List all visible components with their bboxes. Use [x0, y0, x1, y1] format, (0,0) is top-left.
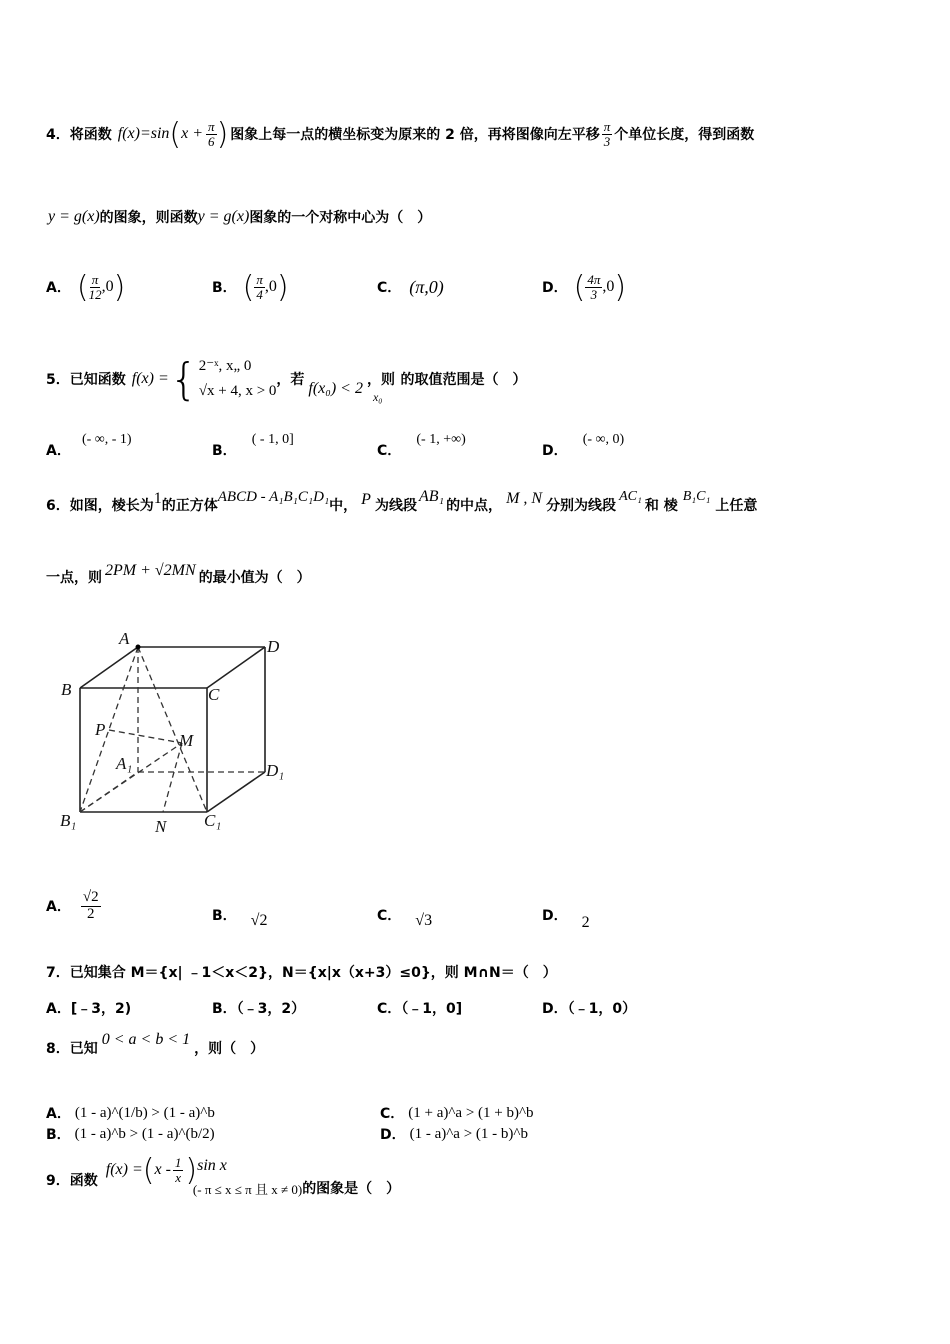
label-P: P: [95, 720, 106, 739]
q6-option-b[interactable]: B． √2: [212, 908, 268, 929]
q4-text1: 图象上每一点的横坐标变为原来的 2 倍，再将图像向左平移: [230, 127, 600, 143]
label-B1: B₁: [60, 811, 77, 830]
q8-cond: 0 < a < b < 1: [101, 1031, 191, 1048]
label-A: A: [119, 629, 130, 648]
q4-gx: y = g(x): [48, 208, 100, 225]
label-M: M: [179, 731, 194, 750]
label-D: D: [267, 637, 280, 656]
q4-text2: 个单位长度，得到函数: [614, 127, 755, 143]
edge-cd: [207, 647, 265, 688]
q4-option-c[interactable]: C． (π,0): [377, 276, 444, 297]
q8-option-b[interactable]: B． (1 - a)^b > (1 - a)^(b/2): [46, 1125, 215, 1143]
q5-var: x₀: [372, 389, 383, 404]
segment-pm: [109, 730, 182, 743]
q5-text3: 的取值范围是（ ）: [400, 372, 527, 388]
cube-figure: [55, 625, 300, 840]
q7-option-b[interactable]: B．（﹣3，2）: [212, 1001, 306, 1017]
q5-cond: f(x₀) < 2: [308, 380, 363, 397]
segment-ac1: [138, 647, 207, 812]
q6-option-d[interactable]: D． 2: [542, 908, 590, 931]
q4-option-b[interactable]: B． ( $\frac{\pi}{4}$ ,0 ): [212, 269, 289, 305]
edge-ba: [80, 647, 138, 688]
q5-option-d[interactable]: D． (- ∞, 0): [542, 432, 625, 459]
q7-line: [46, 962, 557, 984]
q5-line: 5．已知函数 f(x) = { 2⁻ˣ, x„ 0 √x + 4, x > 0 ，若 f(x₀) < 2 ，则 x₀ 的取值范围是（ ）: [46, 353, 527, 405]
q6-option-a[interactable]: A． $\frac{√2}{2}$: [46, 888, 99, 922]
q4-option-d[interactable]: D． ( $\frac{4\pi}{3}$ ,0 ): [542, 269, 627, 305]
q5-text1: ，若: [276, 372, 305, 388]
q4-func: f(x)=sin: [117, 125, 170, 142]
q4-line1: 4．将函数 f(x)=sin ( x + $\frac{\pi}{6}$ ) 图象上每一点的横坐标变为原来的 2 倍，再将图像向左平移 $\frac{\pi}{3}$ 个单位长度，得到函数: [46, 116, 755, 152]
q6-line2: 一点，则 2PM + √2MN 的最小值为（ ）: [46, 562, 311, 586]
q8-line: 8．已知 0 < a < b < 1 ，则（ ）: [46, 1031, 265, 1057]
label-A1: A₁: [116, 754, 133, 773]
q4-line2: [48, 202, 431, 232]
q4-gx2: y = g(x): [197, 208, 250, 225]
q4-arg-x: x +: [181, 125, 204, 142]
q4-shift-frac: $\frac{\pi}{3}$: [603, 118, 611, 149]
q5-option-b[interactable]: B． ( - 1, 0]: [212, 432, 294, 459]
q7-option-d[interactable]: D．（﹣1，0）: [542, 1001, 637, 1017]
q8-option-c[interactable]: C． (1 + a)^a > (1 + b)^b: [380, 1104, 534, 1122]
q4-option-a[interactable]: A． ( $\frac{\pi}{12}$ ,0 ): [46, 269, 126, 305]
label-B: B: [61, 680, 72, 699]
q4-line2-text1: 的图象，则函数: [99, 210, 198, 226]
q9-domain: (- π ≤ x ≤ π 且 x ≠ 0): [192, 1181, 303, 1197]
segment-ab1: [80, 647, 138, 812]
q7-option-c[interactable]: C．（﹣1，0]: [377, 1001, 463, 1017]
q6-line1: 6．如图，棱长为 1 的正方体 ABCD - A₁B₁C₁D₁ 中， P 为线段 AB₁ 的中点， M , N 分别为线段 AC₁ 和 棱 B₁C₁ 上任意: [46, 488, 758, 514]
label-C: C: [208, 685, 220, 704]
q8-option-a[interactable]: A． (1 - a)^(1/b) > (1 - a)^b: [46, 1104, 215, 1122]
q9-func: f(x) =: [105, 1161, 143, 1178]
q6-cube: ABCD - A₁B₁C₁D₁: [217, 488, 330, 505]
q6-option-c[interactable]: C． √3: [377, 908, 433, 929]
label-D1: D₁: [266, 761, 285, 780]
q5-option-c[interactable]: C． (- 1, +∞): [377, 432, 466, 459]
q6-number: 6．如图，棱长为: [46, 498, 154, 514]
q5-option-a[interactable]: A． (- ∞, - 1): [46, 432, 132, 459]
edge-c1d1: [207, 772, 265, 812]
label-C1: C₁: [204, 811, 222, 830]
q7-option-a[interactable]: A．[﹣3，2): [46, 1001, 132, 1017]
q5-piecewise: 2⁻ˣ, x„ 0 √x + 4, x > 0: [198, 357, 277, 399]
q9-line: 9．函数 f(x) = ( x - $\frac{1}{x}$ ) sin x (- π ≤ x ≤ π 且 x ≠ 0) 的图象是（ ）: [46, 1152, 401, 1197]
q4-arg-frac: $\frac{\pi}{6}$: [208, 118, 215, 149]
q7-text: 7．已知集合 M＝{x| ﹣1＜x＜2}，N＝{x|x（x+3）≤0}，则 M∩N＝（ ）: [46, 965, 557, 981]
q5-func: f(x) =: [131, 370, 169, 387]
q4-line2-text2: 图象的一个对称中心为（ ）: [249, 210, 432, 226]
label-N: N: [155, 817, 167, 836]
q8-option-d[interactable]: D． (1 - a)^a > (1 - b)^b: [380, 1125, 528, 1143]
q4-number: 4．将函数: [46, 127, 112, 143]
q5-number: 5．已知函数: [46, 372, 126, 388]
q5-text2: ，则: [366, 372, 395, 388]
q6-expr: 2PM + √2MN: [105, 562, 196, 579]
